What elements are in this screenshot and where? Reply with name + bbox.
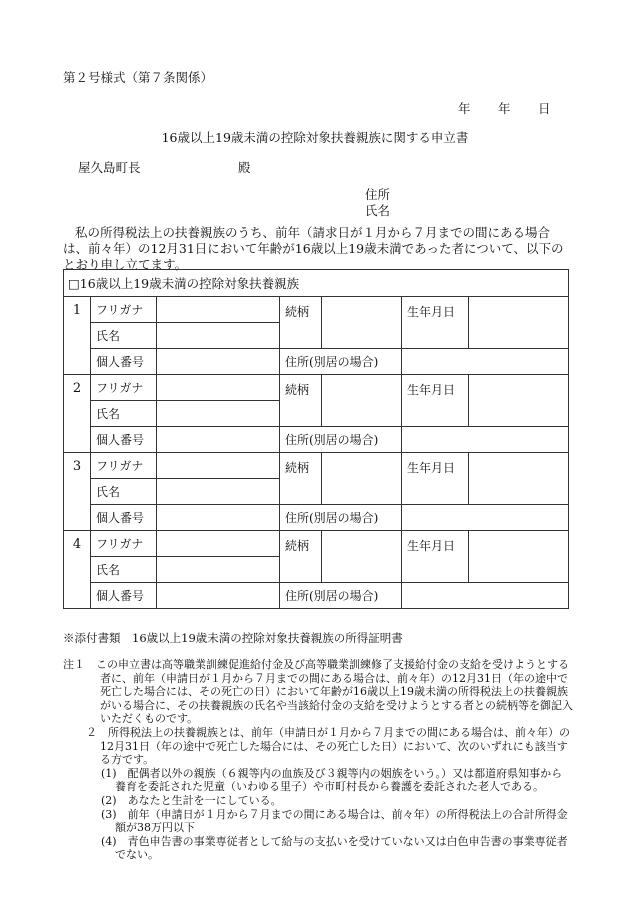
date-line — [458, 99, 578, 117]
date-day: 日 — [538, 101, 551, 116]
attachment-note: ※添付書類 16歳以上19歳未満の控除対象扶養親族の所得証明書 — [63, 631, 403, 645]
page-title: 16歳以上19歳未満の控除対象扶養親族に関する申立書 — [161, 130, 469, 145]
name-input[interactable] — [157, 479, 280, 505]
address-input[interactable] — [402, 349, 569, 375]
note-2-item-1: (1) 配偶者以外の親族（６親等内の血族及び３親等内の姻族をいう。）又は都道府県知事から養育を委託された児童（いわゆる里子）や市町村長から養護を委託された老人である。 — [101, 766, 563, 794]
honorific: 殿 — [238, 160, 251, 175]
name-input[interactable] — [157, 557, 280, 583]
relationship-label: 続柄 — [280, 297, 322, 349]
id-number-label: 個人番号 — [91, 583, 157, 609]
furigana-label: フリガナ — [91, 375, 157, 401]
address-label: 住所(別居の場合) — [280, 583, 402, 609]
birthdate-input[interactable] — [469, 375, 569, 427]
furigana-input[interactable] — [157, 531, 280, 557]
note-2-item-3: (3) 前年（申請日が１月から７月までの間にある場合は、前々年）の所得税法上の合計所得金額が38万円以下 — [101, 807, 568, 835]
note-1: 注１ この申立書は高等職業訓練促進給付金及び高等職業訓練修了支援給付金の支給を受けようとする者に、前年（申請日が１月から７月までの間にある場合は、前々年）の12月31日（年の途中で死亡した場合には、その死亡の日）において年齢が16歳以上19歳未満の所得税法上の扶養親族がいる場合に、その扶養親族の氏名や当該給付金の支給を受けようとする者との続柄等を御記入いただくものです。 — [63, 658, 573, 726]
furigana-input[interactable] — [157, 297, 280, 323]
form-number: 第２号様式（第７条関係） — [63, 70, 214, 85]
id-number-input[interactable] — [157, 427, 280, 453]
furigana-label: フリガナ — [91, 297, 157, 323]
birthdate-label: 生年月日 — [402, 297, 469, 349]
applicant-address-label: 住所 — [365, 187, 391, 202]
row-number: 3 — [64, 453, 91, 531]
address-label: 住所(別居の場合) — [280, 349, 402, 375]
addressee-name: 屋久島町長 — [78, 160, 141, 175]
address-input[interactable] — [402, 505, 569, 531]
name-label: 氏名 — [91, 401, 157, 427]
row-number: 4 — [64, 531, 91, 609]
section-header: □16歳以上19歳未満の控除対象扶養親族 — [64, 270, 569, 297]
id-number-label: 個人番号 — [91, 505, 157, 531]
birthdate-label: 生年月日 — [402, 531, 469, 583]
note-2-item-2: (2) あなたと生計を一にしている。 — [101, 793, 282, 807]
row-number: 1 — [64, 297, 91, 375]
birthdate-label: 生年月日 — [402, 375, 469, 427]
dependents-table — [63, 269, 569, 609]
furigana-input[interactable] — [157, 375, 280, 401]
name-input[interactable] — [157, 323, 280, 349]
date-year: 年 — [458, 101, 471, 116]
applicant-name-label: 氏名 — [365, 203, 391, 218]
note-2-item-4: (4) 青色申告書の事業専従者として給与の支払いを受けていない又は白色申告書の事業専従者でない。 — [101, 834, 568, 862]
birthdate-input[interactable] — [469, 297, 569, 349]
id-number-input[interactable] — [157, 505, 280, 531]
notes — [63, 658, 573, 862]
relationship-label: 続柄 — [280, 453, 322, 505]
furigana-label: フリガナ — [91, 531, 157, 557]
birthdate-input[interactable] — [469, 453, 569, 505]
address-input[interactable] — [402, 427, 569, 453]
note-2: ２ 所得税法上の扶養親族とは、前年（申請日が１月から７月までの間にある場合は、前々年）の12月31日（年の途中で死亡した場合には、その死亡した日）において、次のいずれにも該当する方です。 — [86, 725, 570, 767]
date-month: 年 — [498, 101, 511, 116]
relationship-label: 続柄 — [280, 375, 322, 427]
relationship-input[interactable] — [322, 453, 402, 505]
birthdate-label: 生年月日 — [402, 453, 469, 505]
id-number-label: 個人番号 — [91, 427, 157, 453]
addressee — [78, 158, 251, 176]
id-number-label: 個人番号 — [91, 349, 157, 375]
row-number: 2 — [64, 375, 91, 453]
name-label: 氏名 — [91, 479, 157, 505]
address-label: 住所(別居の場合) — [280, 427, 402, 453]
relationship-input[interactable] — [322, 297, 402, 349]
name-label: 氏名 — [91, 557, 157, 583]
address-label: 住所(別居の場合) — [280, 505, 402, 531]
intro-paragraph: 私の所得税法上の扶養親族のうち、前年（請求日が１月から７月までの間にある場合は、前々年）の12月31日において年齢が16歳以上19歳未満であった者について、以下のとおり申し立てます。 — [63, 225, 564, 272]
relationship-input[interactable] — [322, 375, 402, 427]
furigana-input[interactable] — [157, 453, 280, 479]
relationship-input[interactable] — [322, 531, 402, 583]
birthdate-input[interactable] — [469, 531, 569, 583]
name-input[interactable] — [157, 401, 280, 427]
address-input[interactable] — [402, 583, 569, 609]
id-number-input[interactable] — [157, 583, 280, 609]
name-label: 氏名 — [91, 323, 157, 349]
relationship-label: 続柄 — [280, 531, 322, 583]
furigana-label: フリガナ — [91, 453, 157, 479]
id-number-input[interactable] — [157, 349, 280, 375]
